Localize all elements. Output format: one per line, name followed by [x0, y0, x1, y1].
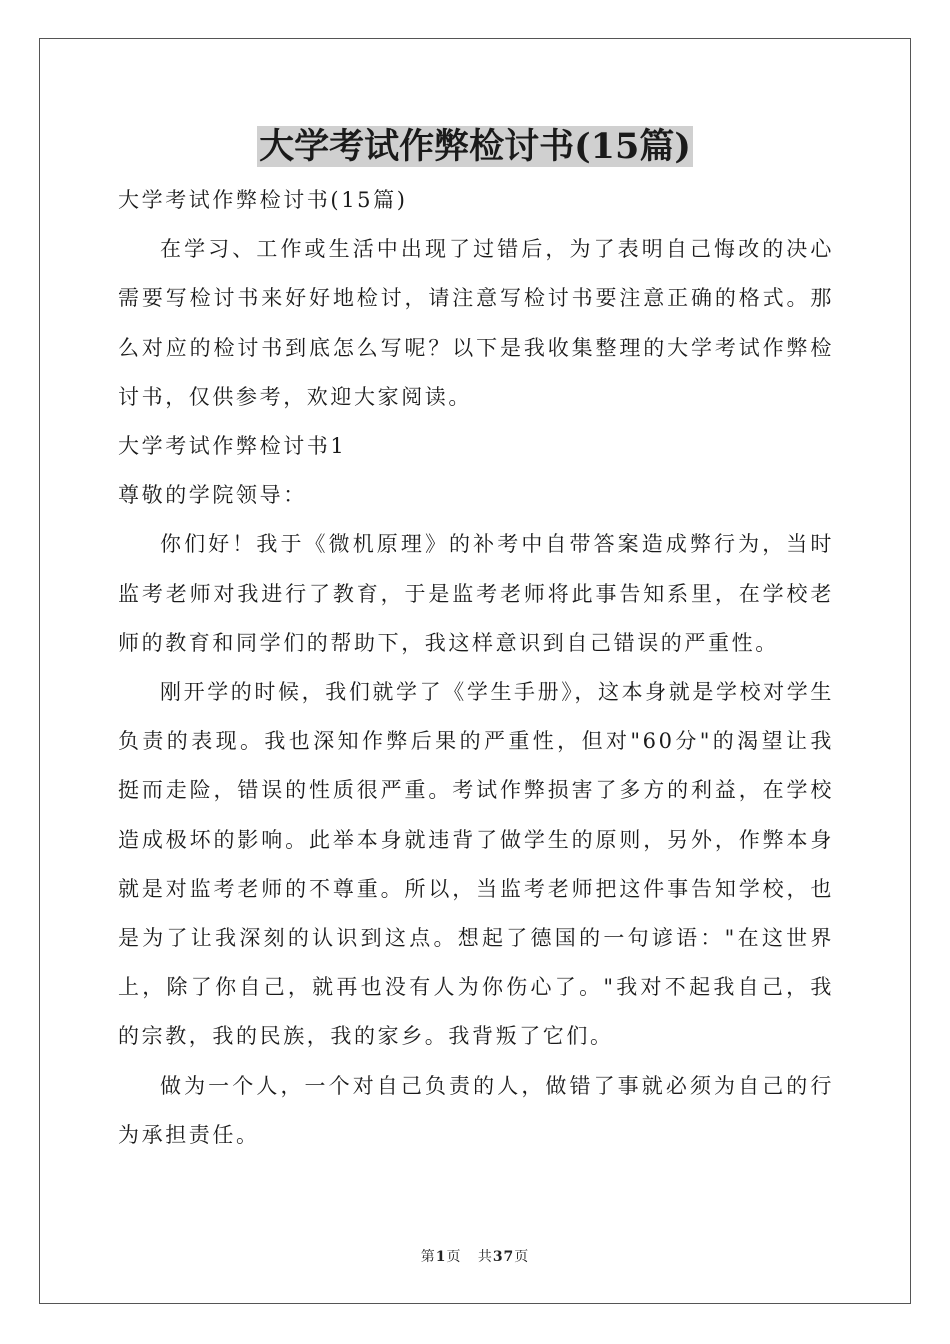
- page-footer: [0, 1246, 950, 1266]
- document-title: [0, 122, 950, 172]
- page-label-prefix: 第: [420, 1249, 436, 1265]
- page-label-suffix: 页: [446, 1249, 462, 1265]
- total-label-prefix: 共: [477, 1249, 493, 1265]
- paragraph: 你们好！我于《微机原理》的补考中自带答案造成弊行为，当时监考老师对我进行了教育，于是监考老师将此事告知系里，在学校老师的教育和同学们的帮助下，我这样意识到自己错误的严重性。: [118, 532, 834, 655]
- paragraph-subtitle: 大学考试作弊检讨书(15篇): [118, 188, 408, 212]
- document-body: [118, 176, 834, 1160]
- salutation: 尊敬的学院领导：: [118, 483, 307, 508]
- document-title-text: 大学考试作弊检讨书(15篇): [259, 126, 691, 167]
- total-label-suffix: 页: [514, 1249, 530, 1265]
- section-heading: 大学考试作弊检讨书1: [118, 434, 347, 459]
- paragraph-intro: 在学习、工作或生活中出现了过错后，为了表明自己悔改的决心需要写检讨书来好好地检讨，请注意写检讨书要注意正确的格式。那么对应的检讨书到底怎么写呢？以下是我收集整理的大学考试作弊检讨书，仅供参考，欢迎大家阅读。: [118, 237, 834, 409]
- paragraph: 刚开学的时候，我们就学了《学生手册》，这本身就是学校对学生负责的表现。我也深知作弊后果的严重性，但对"60分"的渴望让我挺而走险，错误的性质很严重。考试作弊损害了多方的利益，在学校造成极坏的影响。此举本身就违背了做学生的原则，另外，作弊本身就是对监考老师的不尊重。所以，当监考老师把这件事告知学校，也是为了让我深刻的认识到这点。想起了德国的一句谚语："在这世界上，除了你自己，就再也没有人为你伤心了。"我对不起我自己，我的宗教，我的民族，我的家乡。我背叛了它们。: [118, 680, 834, 1049]
- total-pages: 37: [492, 1249, 515, 1265]
- page-number: 1: [435, 1249, 447, 1265]
- paragraph: 做为一个人，一个对自己负责的人，做错了事就必须为自己的行为承担责任。: [118, 1073, 834, 1147]
